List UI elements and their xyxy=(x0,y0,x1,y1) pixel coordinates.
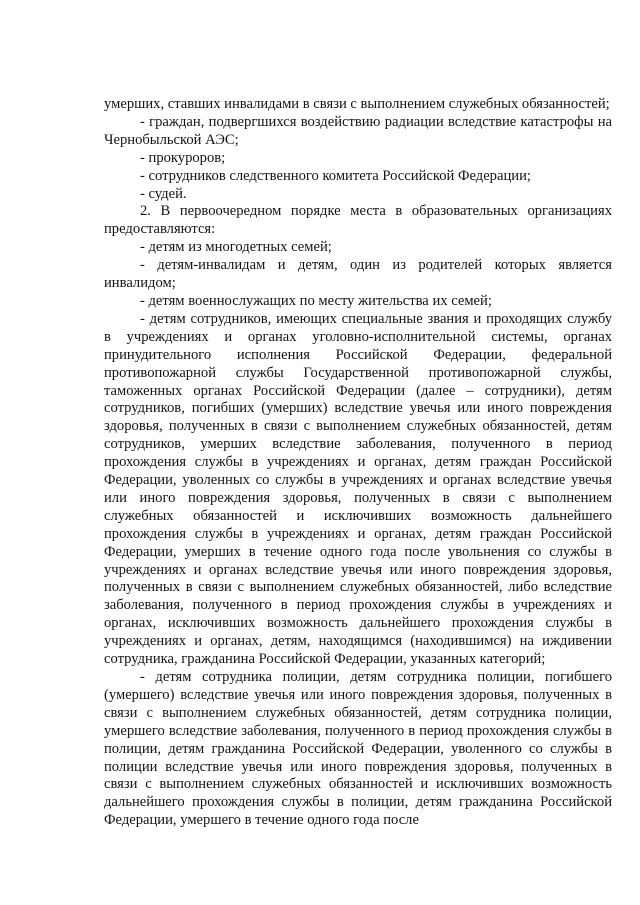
paragraph: - детям сотрудника полиции, детям сотрудника полиции, погибшего (умершего) вследствие увечья или иного повреждения здоровья, полученных в связи с выполнением служебных обязанностей, детям сотрудника полиции, умершего вследствие заболевания, полученного в период прохождения службы в полиции, детям гражданина Российской Федерации, уволенного со службы в полиции вследствие увечья или иного повреждения здоровья, полученных в связи с выполнением служебных обязанностей и исключивших возможность дальнейшего прохождения службы в полиции, детям гражданина Российской Федерации, умершего в течение одного года после xyxy=(104,669,612,829)
paragraph: - детям-инвалидам и детям, один из родителей которых является инвалидом; xyxy=(104,257,612,292)
document-body xyxy=(104,96,612,830)
paragraph: - судей. xyxy=(140,185,187,202)
paragraph: - прокуроров; xyxy=(140,149,226,166)
paragraph: 2. В первоочередном порядке места в образовательных организациях предоставляются: xyxy=(104,203,612,238)
paragraph: - граждан, подвергшихся воздействию радиации вследствие катастрофы на Чернобыльской АЭС; xyxy=(104,113,612,148)
paragraph: умерших, ставших инвалидами в связи с выполнением служебных обязанностей; xyxy=(104,96,610,112)
paragraph: - детям из многодетных семей; xyxy=(140,239,332,256)
paragraph: - детям военнослужащих по месту жительства их семей; xyxy=(140,292,492,309)
paragraph: - сотрудников следственного комитета Российской Федерации; xyxy=(140,167,531,184)
paragraph: - детям сотрудников, имеющих специальные звания и проходящих службу в учреждениях и органах уголовно-исполнительной системы, органах принудительного исполнения Российской Федерации, федеральной противопожарной службы Государственной противопожарной службы, таможенных органах Российской Федерации (далее – сотрудники), детям сотрудников, погибших (умерших) вследствие увечья или иного повреждения здоровья, полученных в связи с выполнением служебных обязанностей, детям сотрудников, умерших вследствие заболевания, полученного в период прохождения службы в учреждениях и органах, детям граждан Российской Федерации, уволенных со службы в учреждениях и органах вследствие увечья или иного повреждения здоровья, полученных в связи с выполнением служебных обязанностей и исключивших возможность дальнейшего прохождения службы в учреждениях и органах, детям граждан Российской Федерации, умерших в течение одного года после увольнения со службы в учреждениях и органах вследствие увечья или иного повреждения здоровья, полученных в связи с выполнением служебных обязанностей, либо вследствие заболевания, полученного в период прохождения службы в учреждениях и органах, исключивших возможность дальнейшего прохождения службы в учреждениях и органах, детям, находящимся (находившимся) на иждивении сотрудника, гражданина Российской Федерации, указанных категорий; xyxy=(104,310,612,668)
